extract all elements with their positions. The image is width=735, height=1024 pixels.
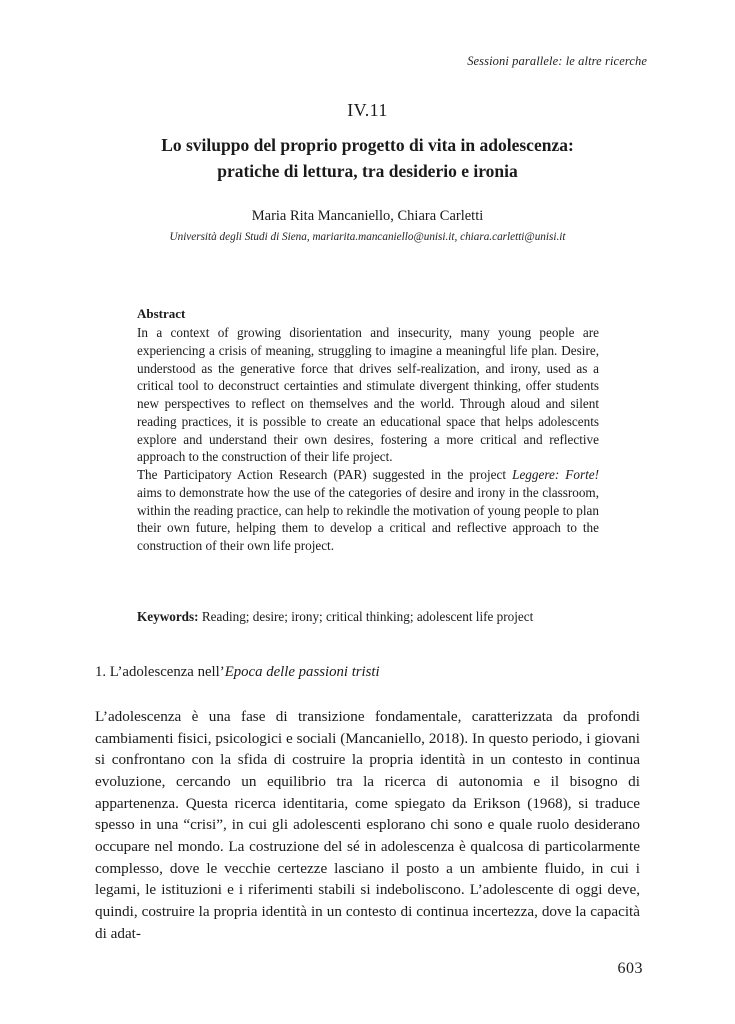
page-title <box>100 132 635 185</box>
running-head: Sessioni parallele: le altre ricerche <box>467 54 647 68</box>
section-heading <box>95 664 635 681</box>
abstract-block <box>137 306 599 555</box>
keywords-label: Keywords: <box>137 609 199 624</box>
title-line-2: pratiche di lettura, tra desiderio e ironia <box>217 161 518 182</box>
abstract-paragraph-2 <box>137 466 599 555</box>
abstract-p2-project-title: Leggere: Forte! <box>512 467 600 482</box>
abstract-paragraph-1: In a context of growing disorientation and insecurity, many young people are experiencing a crisis of meaning, struggling to imagine a meaningful life plan. Desire, understood as the generative force that drives self-realization, and irony, used as a critical tool to deconstruct certainties and stimulate divergent thinking, offer students new perspectives to reflect on themselves and the world. Through aloud and silent reading practices, it is possible to create an educational space that helps adolescents explore and understand their own desires, fostering a more critical and reflective approach to the construction of their life project. <box>137 325 599 465</box>
section-heading-number: 1. L’adolescenza nell’ <box>95 664 225 680</box>
title-line-1: Lo sviluppo del proprio progetto di vita in adolescenza: <box>161 135 574 155</box>
keywords <box>137 608 607 626</box>
abstract-p2-part2: aims to demonstrate how the use of the categories of desire and irony in the classroom, within the reading practice, can help to rekindle the motivation of young people to plan their own future, helping them to develop a critical and reflective approach to the construction of their own life project. <box>137 484 599 553</box>
body-paragraph-1: L’adolescenza è una fase di transizione fondamentale, caratterizzata da profondi cambiamenti fisici, psicologici e sociali (Mancaniello, 2018). In questo periodo, i giovani si confrontano con la sfida di costruire la propria identità in un contesto in continua evoluzione, cercando un equilibrio tra la ricerca di autonomia e il bisogno di appartenenza. Questa ricerca identitaria, come spiegato da Erikson (1968), si traduce spesso in una “crisi”, in cui gli adolescenti esplorano chi sono e quale ruolo desiderano occupare nel mondo. La costruzione del sé in adolescenza è qualcosa di particolarmente complesso, dove le vecchie certezze lasciano il posto a un ambiente fluido, in cui i legami, le istituzioni e i riferimenti stabili si indeboliscono. L’adolescente di oggi deve, quindi, costruire la propria identità in un contesto di continua incertezza, dove la capacità di adat- <box>95 708 640 942</box>
abstract-p2-part1: The Participatory Action Research (PAR) suggested in the project <box>137 467 513 482</box>
authors: Maria Rita Mancaniello, Chiara Carletti <box>251 208 484 224</box>
keywords-value: Reading; desire; irony; critical thinking; adolescent life project <box>198 609 534 624</box>
section-heading-italic: Epoca delle passioni tristi <box>224 664 380 680</box>
page-number: 603 <box>617 960 643 977</box>
body-text <box>95 706 640 944</box>
chapter-number: IV.11 <box>347 100 388 120</box>
affiliation: Università degli Studi di Siena, mariarita.mancaniello@unisi.it, chiara.carletti@unisi.it <box>169 231 566 243</box>
abstract-label: Abstract <box>137 306 186 321</box>
